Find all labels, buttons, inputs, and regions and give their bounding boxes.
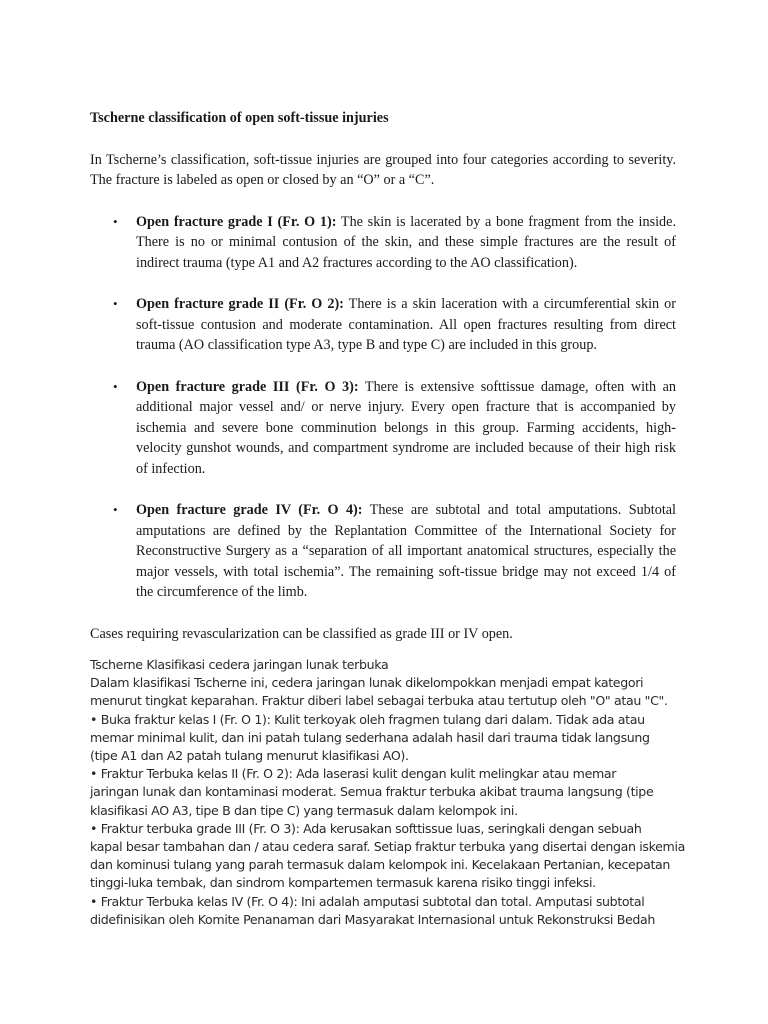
grade-item: [90, 212, 676, 274]
grade-name: Open fracture grade I (Fr. O 1):: [136, 213, 337, 230]
grade-text: There is extensive softtissue damage, often with an additional major vessel and/ or nerve injury. Every open fracture that is accompanied by ischemia and severe bone comminution belongs in this group. Farming accidents, high-velocity gunshot wounds, and compartment syndrome are included because of their high risk of infection.: [136, 378, 676, 477]
english-section: [90, 108, 676, 644]
grade-item: [90, 377, 676, 480]
indonesian-line: Tscherne Klasifikasi cedera jaringan lunak terbuka: [90, 657, 389, 672]
indonesian-line: • Fraktur terbuka grade III (Fr. O 3): Ada kerusakan softtissue luas, seringkali dengan sebuah: [90, 820, 642, 836]
indonesian-line: tinggi-luka tembak, dan sindrom kompartemen termasuk karena risiko tinggi infeksi.: [90, 875, 596, 891]
indonesian-line: memar minimal kulit, dan ini patah tulang sederhana adalah hasil dari trauma tidak langsung: [90, 729, 650, 745]
grade-item: [90, 500, 676, 603]
closing-paragraph: Cases requiring revascularization can be classified as grade III or IV open.: [90, 625, 513, 642]
indonesian-line: Dalam klasifikasi Tscherne ini, cedera jaringan lunak dikelompokkan menjadi empat kategori: [90, 675, 644, 691]
indonesian-line: didefinisikan oleh Komite Penanaman dari Masyarakat Internasional untuk Rekonstruksi Bedah: [90, 911, 656, 927]
indonesian-line: menurut tingkat keparahan. Fraktur diberi label sebagai terbuka atau tertutup oleh "O" atau "C".: [90, 693, 668, 709]
indonesian-line: dan kominusi tulang yang parah termasuk dalam kelompok ini. Kecelakaan Pertanian, kecepatan: [90, 857, 671, 873]
indonesian-line: kapal besar tambahan dan / atau cedera saraf. Setiap fraktur terbuka yang disertai dengan iskemia: [90, 839, 685, 855]
grade-name: Open fracture grade II (Fr. O 2):: [136, 296, 344, 312]
document-title: Tscherne classification of open soft-tissue injuries: [90, 110, 389, 126]
grade-text: There is a skin laceration with a circumferential skin or soft-tissue contusion and moderate contamination. All open fractures resulting from direct trauma (AO classification type A3, type B and type C) are included in this group.: [136, 296, 676, 353]
indonesian-line: • Fraktur Terbuka kelas IV (Fr. O 4): Ini adalah amputasi subtotal dan total. Amputasi subtotal: [90, 893, 645, 909]
indonesian-section: [90, 656, 690, 929]
bullet-icon: •: [113, 502, 118, 517]
grade-text: These are subtotal and total amputations. Subtotal amputations are defined by the Replantation Committee of the International Society for Reconstructive Surgery as a “separation of all important anatomical structures, especially the major vessels, with total ischemia”. The remaining soft-tissue bridge may not exceed 1/4 of the circumference of the limb.: [136, 502, 676, 600]
indonesian-line: (tipe A1 dan A2 patah tulang menurut klasifikasi AO).: [90, 748, 409, 764]
grade-item: [90, 294, 676, 356]
grade-name: Open fracture grade IV (Fr. O 4):: [136, 502, 363, 518]
indonesian-line: jaringan lunak dan kontaminasi moderat. Semua fraktur terbuka akibat trauma langsung (tipe: [90, 784, 654, 800]
bullet-icon: •: [113, 213, 118, 229]
indonesian-line: klasifikasi AO A3, tipe B dan tipe C) yang termasuk dalam kelompok ini.: [90, 802, 518, 818]
indonesian-line: • Buka fraktur kelas I (Fr. O 1): Kulit terkoyak oleh fragmen tulang dari dalam. Tidak ada atau: [90, 711, 645, 727]
grade-name: Open fracture grade III (Fr. O 3):: [136, 378, 359, 395]
indonesian-line: • Fraktur Terbuka kelas II (Fr. O 2): Ada laserasi kulit dengan kulit melingkar atau memar: [90, 766, 617, 782]
intro-paragraph: In Tscherne’s classification, soft-tissue injuries are grouped into four categories according to severity. The fracture is labeled as open or closed by an “O” or a “C”.: [90, 151, 676, 188]
grade-list: [90, 212, 676, 603]
bullet-icon: •: [113, 378, 118, 394]
bullet-icon: •: [113, 296, 118, 311]
grade-text: The skin is lacerated by a bone fragment from the inside. There is no or minimal contusion of the skin, and these simple fractures are the result of indirect trauma (type A1 and A2 fractures according to the AO classification).: [136, 213, 676, 271]
